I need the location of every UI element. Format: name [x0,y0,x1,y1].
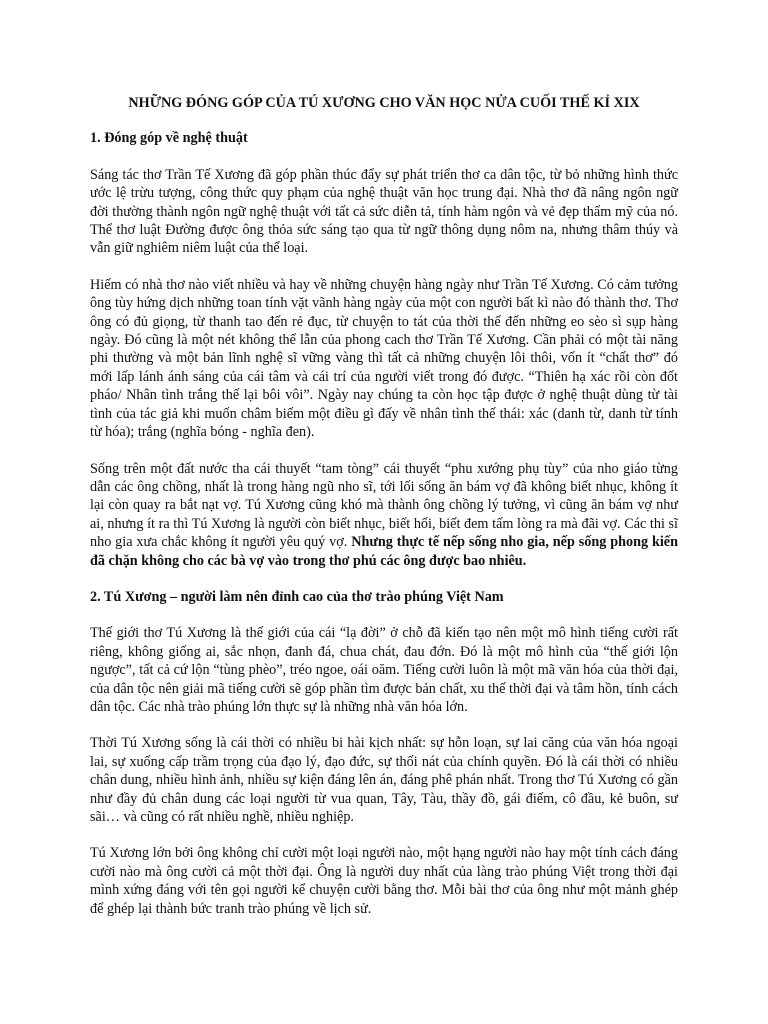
section-2-paragraph-1: Thế giới thơ Tú Xương là thế giới của cái “lạ đời” ở chỗ đã kiến tạo nên một mô hình tiếng cười rất riêng, không giống ai, sắc nhọn, đanh đá, chua chát, đau đớn. Đó là một mô hình của “thế giới lộn ngược”, tất cả cứ lộn “tùng phèo”, tréo ngoe, oái oăm. Tiếng cười luôn là một mã văn hóa của thời đại, của dân tộc nên giải mã tiếng cười sẽ góp phần tìm được bản chất, xu thế thời đại và tâm hồn, tính cách dân tộc. Các nhà trào phúng lớn thực sự là những nhà văn hóa lớn. [90,625,678,715]
document-page [90,94,678,936]
section-1-paragraph-1: Sáng tác thơ Trần Tế Xương đã góp phần thúc đẩy sự phát triển thơ ca dân tộc, từ bỏ những hình thức ước lệ trừu tượng, công thức quy phạm của nghệ thuật văn học trung đại. Nhà thơ đã nâng ngôn ngữ đời thường thành ngôn ngữ nghệ thuật với tất cả sức diễn tả, tính hàm ngôn và vẻ đẹp thẩm mỹ của nó. Thể thơ luật Đường được ông thỏa sức sáng tạo qua từ ngữ thông dụng nôm na, nhưng thâm thúy và vẫn giữ nghiêm niêm luật của thể loại. [90,166,678,257]
section-1-paragraph-2: Hiếm có nhà thơ nào viết nhiều và hay về những chuyện hàng ngày như Trần Tế Xương. Có cảm tưởng ông tùy hứng dịch những toan tính vặt vãnh hàng ngày của một con người bất kì nào đó thành thơ. Thơ ông có đủ giọng, từ thanh tao đến rẻ đục, từ chuyện to tát của thời thế đến những eo sèo sì sụp hàng ngày. Đó cũng là một nét không thể lẫn của phong cach thơ Trần Tế Xương. Cần phải có một tài năng phi thường và một bản lĩnh nghệ sĩ vững vàng thì tất cả những chuyện lôi thôi, vốn ít “chất thơ” đó mới lấp lánh ánh sáng của cái tâm và cái trí của người viết trong đó được. “Thiên hạ xác rồi còn đốt pháo/ Nhân tình trắng thế lại bôi vôi”. Ngày nay chúng ta còn học tập được ở nghệ thuật dùng từ tài tình của tác giả khi muốn châm biếm một điều gì đấy về nhân tình thế thái: xác (danh từ, danh từ tính từ hóa); trắng (nghĩa bóng - nghĩa đen). [90,276,678,441]
section-1-paragraph-3-text: Sống trên một đất nước tha cái thuyết “tam tòng” cái thuyết “phu xướng phụ tùy” của nho giáo từng dẫn các ông chồng, nhất là trong hàng ngũ nho sĩ, tới lối sống ăn bám vợ đã không biết nhục, không ít lại còn quay ra bắt nạt vợ. Tú Xương cũng khó mà thành ông chồng lý tưởng, vì cũng ăn bám vợ như ai, nhưng ít ra thì Tú Xương là người còn biết nhục, biết hối, biết đem tấm lòng ra mà đãi vợ. Các thi sĩ nho gia xưa chắc không ít người yêu quý vợ. [90,460,678,551]
section-1-heading: 1. Đóng góp về nghệ thuật [90,130,248,147]
section-1-paragraph-3-bold-text: Nhưng thực tế nếp sống nho gia, nếp sống phong kiến đã chặn không cho các bà vợ vào trong thơ phú các ông được bao nhiêu. [90,534,678,569]
section-1-paragraph-3 [90,460,678,570]
section-2-paragraph-2: Thời Tú Xương sống là cái thời có nhiều bi hài kịch nhất: sự hỗn loạn, sự lai căng của văn hóa ngoại lai, sự xuống cấp trầm trọng của đạo lý, đạo đức, sự thối nát của chính quyền. Đó là cái thời có nhiều chân dung, nhiều hình ảnh, nhiều sự kiện đáng lên án, đáng phê phán nhất. Trong thơ Tú Xương có gần như đầy đủ chân dung các loại người từ vua quan, Tây, Tàu, thầy đồ, gái điếm, cô đầu, kẻ buôn, sư sãi… và cũng có rất nhiều nghề, nhiều nghiệp. [90,735,678,825]
document-title: NHỮNG ĐÓNG GÓP CỦA TÚ XƯƠNG CHO VĂN HỌC NỬA CUỐI THẾ KỈ XIX [128,95,640,111]
section-2-heading: 2. Tú Xương – người làm nên đỉnh cao của thơ trào phúng Việt Nam [90,588,504,605]
section-2-paragraph-3: Tú Xương lớn bởi ông không chỉ cười một loại người nào, một hạng người nào hay một tính cách đáng cười nào mà ông cười cả một thời đại. Ông là người duy nhất của làng trào phúng Việt trong thời đại mình xứng đáng với tên gọi người kể chuyện cười bằng thơ. Mỗi bài thơ của ông như một mảnh ghép để ghép lại thành bức tranh trào phúng về lịch sử. [90,845,678,917]
